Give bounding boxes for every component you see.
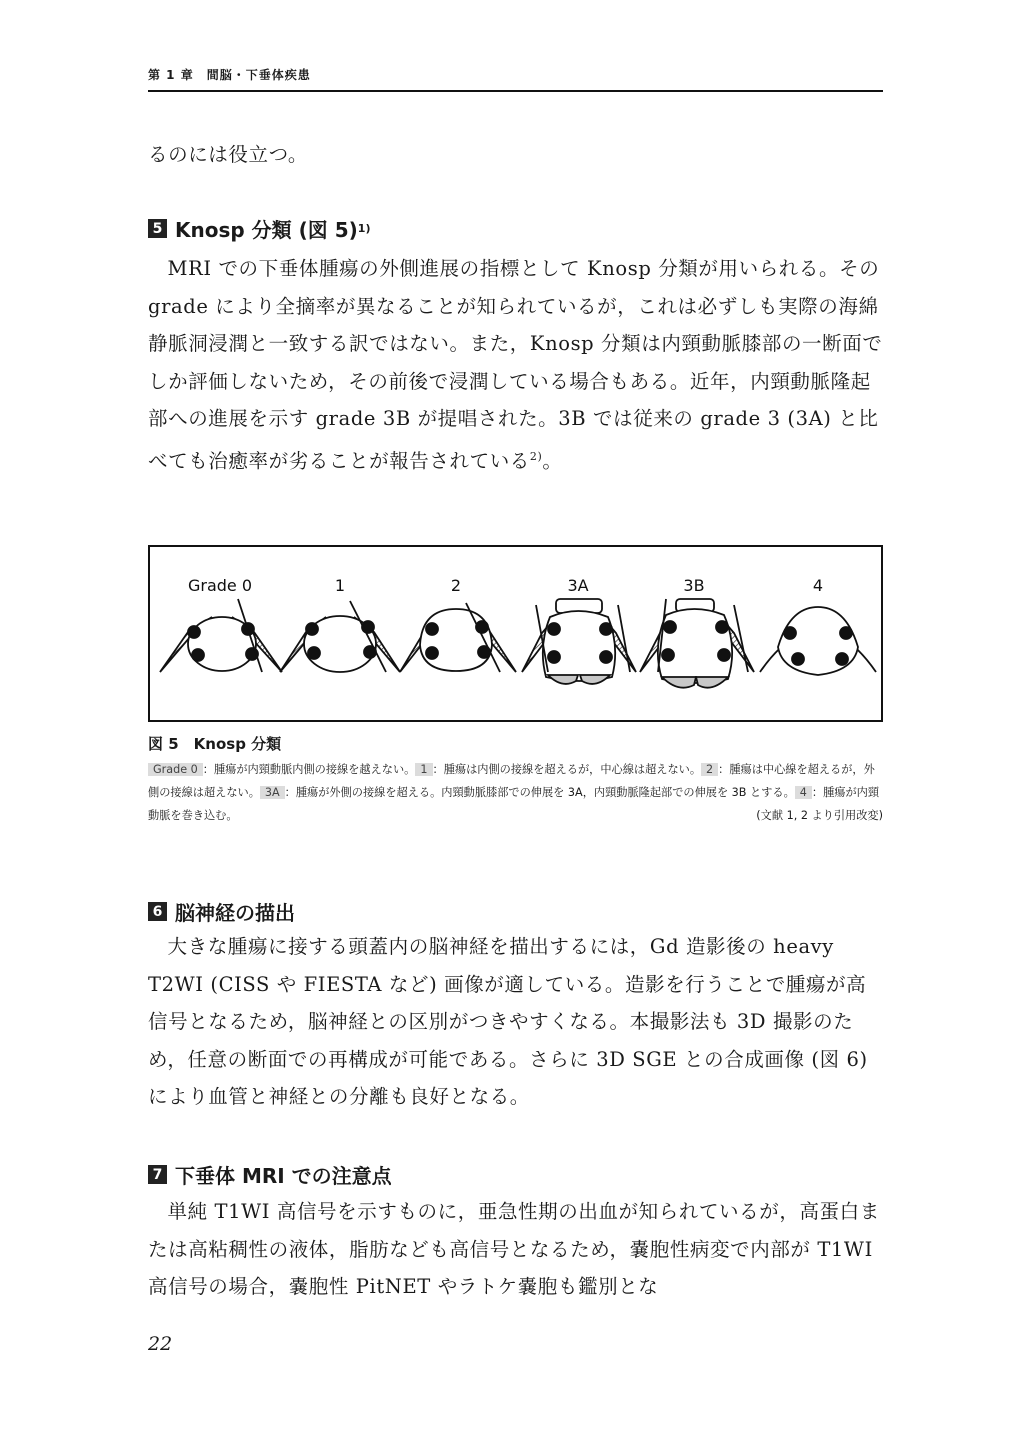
grade-3a-label: 3A: [567, 576, 589, 595]
figure5-source: (文献 1, 2 より引用改変): [756, 809, 883, 822]
section6-title: 脳神経の描出: [175, 901, 295, 925]
section7-paragraph: 単純 T1WI 高信号を示すものに，亜急性期の出血が知られているが，高蛋白または高粘稠性の液体，脂肪なども高信号となるため，嚢胞性病変で内部が T1WI 高信号の場合，嚢胞性 PitNET やラトケ嚢胞も鑑別とな: [148, 1200, 880, 1298]
grade-0-tag: Grade 0: [148, 763, 203, 776]
section5-para-ref: 2): [529, 449, 543, 463]
section5-paragraph: [148, 250, 883, 480]
section6-paragraph: 大きな腫瘍に接する頭蓋内の脳神経を描出するには，Gd 造影後の heavy T2WI (CISS や FIESTA など) 画像が適している。造影を行うことで腫瘍が高信号となるため，脳神経との区別がつきやすくなる。本撮影法も 3D 撮影のため，任意の断面での再構成が可能である。さらに 3D SGE との合成画像 (図 6) により血管と神経との分離も良好となる。: [148, 935, 868, 1108]
section5-number: 5: [148, 219, 167, 238]
grade-2-tag: 2: [701, 763, 718, 776]
header-rule: [148, 90, 883, 92]
grade-3a-diagram: [522, 599, 636, 684]
grade-0-label: Grade 0: [187, 576, 253, 595]
grade-4-diagram: [760, 607, 876, 675]
knosp-diagram: [150, 547, 881, 720]
grade-1-diagram: [280, 601, 400, 672]
section6-number: 6: [148, 902, 167, 921]
grade-3b-diagram: [640, 599, 754, 688]
grade-3-tag: 3A: [260, 786, 285, 799]
grade-1-label: 1: [334, 576, 346, 595]
grade-0-diagram: [160, 599, 282, 672]
figure5-box: [148, 545, 883, 722]
grade-2-label: 2: [450, 576, 462, 595]
section5-ref: 1): [357, 222, 371, 235]
section6-heading: [148, 897, 883, 926]
grade-2-desc: ：腫瘍は中心線を超えるが，外側の接線は超えない。: [148, 763, 875, 799]
grade-4-label: 4: [812, 576, 824, 595]
running-header: 第 1 章 間脳・下垂体疾患: [148, 68, 311, 82]
grade-4-tag: 4: [795, 786, 812, 799]
section5-para-text: MRI での下垂体腫瘍の外側進展の指標として Knosp 分類が用いられる。その grade により全摘率が異なることが知られているが，これは必ずしも実際の海綿静脈洞浸潤と一致する訳ではない。また，Knosp 分類は内頸動脈膝部の一断面でしか評価しないため，その前後で浸潤している場合もある。近年，内頸動脈隆起部への進展を示す grade 3B が提唱された。3B では従来の grade 3 (3A) と比べても治癒率が劣ることが報告されている: [148, 257, 883, 472]
section7-heading: [148, 1160, 883, 1189]
grade-0-desc: ：腫瘍が内頸動脈内側の接線を越えない。: [202, 763, 416, 776]
section5-heading: [148, 214, 883, 243]
grade-4-desc: ：腫瘍が内頸動脈を巻き込む。: [148, 786, 880, 822]
grade-3b-label: 3B: [683, 576, 705, 595]
grade-1-desc: ：腫瘍は内側の接線を超えるが，中心線は超えない。: [432, 763, 702, 776]
section5-para-end: 。: [542, 449, 563, 472]
grade-3-desc: ：腫瘍が外側の接線を超える。内頸動脈膝部での伸展を 3A，内頸動脈隆起部での伸展を 3B とする。: [284, 786, 795, 799]
section7-number: 7: [148, 1165, 167, 1184]
section5-title: Knosp 分類 (図 5): [175, 218, 358, 242]
figure5-caption-title: 図 5 Knosp 分類: [148, 735, 282, 753]
page-number: 22: [148, 1333, 173, 1355]
figure5-caption: [148, 758, 883, 827]
section7-title: 下垂体 MRI での注意点: [175, 1164, 392, 1188]
grade-1-tag: 1: [415, 763, 432, 776]
grade-2-diagram: [400, 603, 516, 672]
intro-text: るのには役立つ。: [148, 143, 309, 166]
